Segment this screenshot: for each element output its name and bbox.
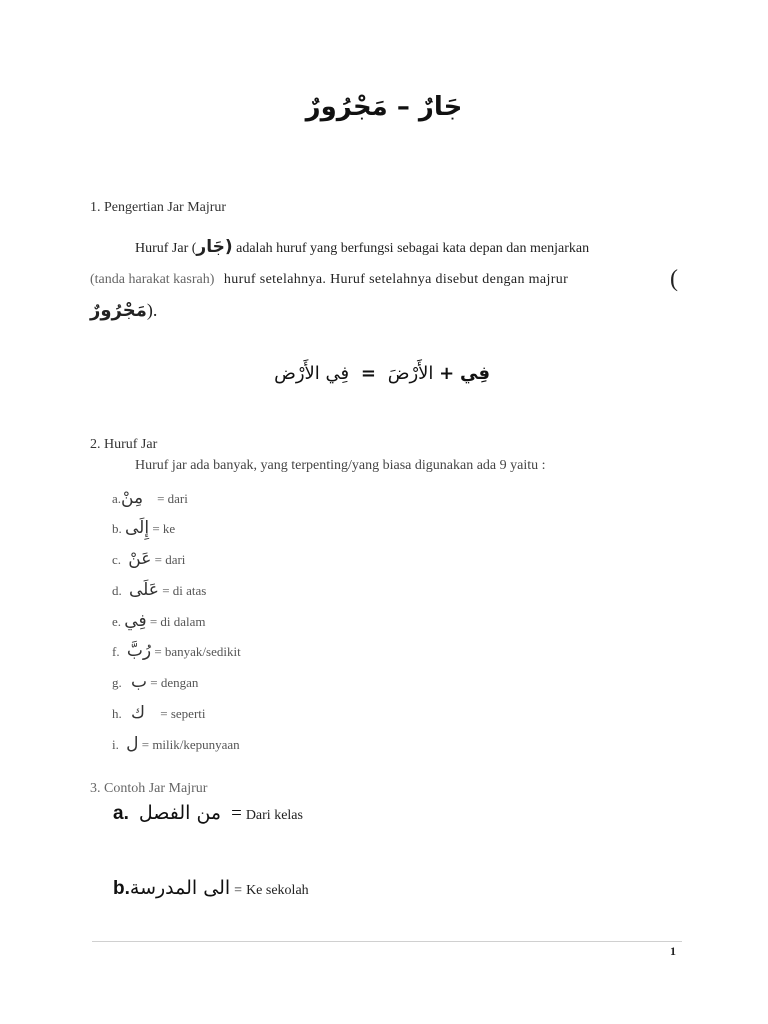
item-meaning: = ke	[152, 521, 176, 536]
item-meaning: = dari	[154, 552, 186, 567]
example-meaning: Ke sekolah	[246, 883, 309, 898]
list-item	[112, 701, 206, 725]
item-meaning: = milik/kepunyaan	[141, 737, 240, 752]
list-item	[112, 609, 206, 633]
item-arabic: ب	[131, 672, 148, 692]
example-letter: b.	[113, 878, 130, 899]
item-arabic: عَلَى	[129, 580, 159, 600]
item-arabic: ك	[131, 703, 146, 723]
item-arabic: مِنْ	[121, 488, 144, 508]
para-close-paren: )	[224, 237, 233, 257]
item-meaning: = dari	[157, 491, 188, 506]
list-item	[112, 578, 206, 602]
section-2-heading: 2. Huruf Jar	[90, 437, 158, 452]
item-letter: d.	[112, 583, 122, 598]
item-meaning: = di dalam	[149, 614, 206, 629]
arabic-jar-word: جَار	[196, 237, 225, 257]
item-letter: c.	[112, 552, 122, 567]
para-text-end: adalah huruf yang berfungsi sebagai kata depan dan menjarkan	[232, 241, 590, 256]
item-arabic: رُبَّ	[126, 641, 152, 661]
item-arabic: فِي	[124, 611, 147, 631]
list-item	[112, 670, 198, 694]
para-line-3-end: ).	[146, 300, 158, 320]
item-arabic: إِلَى	[125, 518, 150, 538]
para-gray-note: (tanda harakat kasrah)	[90, 272, 215, 287]
formula-result: فِي الأَرْض	[274, 363, 350, 384]
footer-divider	[92, 941, 682, 942]
example-equals: =	[231, 803, 242, 824]
item-meaning: = banyak/sedikit	[154, 644, 241, 659]
example-item	[113, 802, 303, 825]
example-arabic: الى المدرسة	[129, 877, 231, 899]
para-open-paren: (	[670, 266, 678, 292]
example-arabic: من الفصل	[138, 802, 222, 824]
page-number: 1	[670, 944, 676, 958]
item-letter: g.	[112, 675, 122, 690]
section-2-intro: Huruf jar ada banyak, yang terpenting/yang biasa digunakan ada 9 yaitu :	[135, 458, 546, 473]
para-line-2-text: huruf setelahnya. Huruf setelahnya disebut dengan majrur	[223, 272, 569, 287]
section-1-heading: 1. Pengertian Jar Majrur	[90, 200, 227, 215]
item-meaning: = seperti	[160, 706, 206, 721]
example-letter: a.	[113, 803, 129, 824]
paragraph-line-3	[90, 300, 157, 321]
item-letter: b.	[112, 521, 122, 536]
example-meaning: Dari kelas	[245, 808, 303, 823]
formula-line	[200, 363, 490, 384]
formula-equals: =	[360, 363, 376, 384]
formula-plus: +	[439, 363, 455, 384]
item-meaning: = di atas	[162, 583, 207, 598]
example-equals: =	[234, 883, 243, 898]
item-arabic: ل	[126, 734, 139, 754]
formula-part-1: فِي	[460, 363, 490, 384]
list-item	[112, 732, 240, 756]
arabic-majrur-word: مَجْرُورٌ	[90, 300, 147, 321]
list-item	[112, 547, 185, 571]
para-text-start: Huruf Jar (	[135, 241, 197, 256]
item-arabic: عَنْ	[128, 549, 152, 569]
list-item	[112, 639, 241, 663]
item-meaning: = dengan	[150, 675, 199, 690]
example-item	[113, 877, 309, 900]
paragraph-line-1	[135, 237, 589, 257]
paragraph-line-2	[90, 266, 680, 292]
item-letter: h.	[112, 706, 122, 721]
list-item	[112, 516, 175, 540]
formula-part-2: الأَرْضَ	[387, 363, 434, 384]
item-letter: f.	[112, 644, 120, 659]
section-3-heading: 3. Contoh Jar Majrur	[90, 781, 208, 796]
item-letter: e.	[112, 614, 122, 629]
item-letter: a.	[112, 491, 122, 506]
page-title: جَارٌ – مَجْرُورٌ	[305, 92, 463, 122]
item-letter: i.	[112, 737, 119, 752]
list-item	[112, 486, 188, 510]
